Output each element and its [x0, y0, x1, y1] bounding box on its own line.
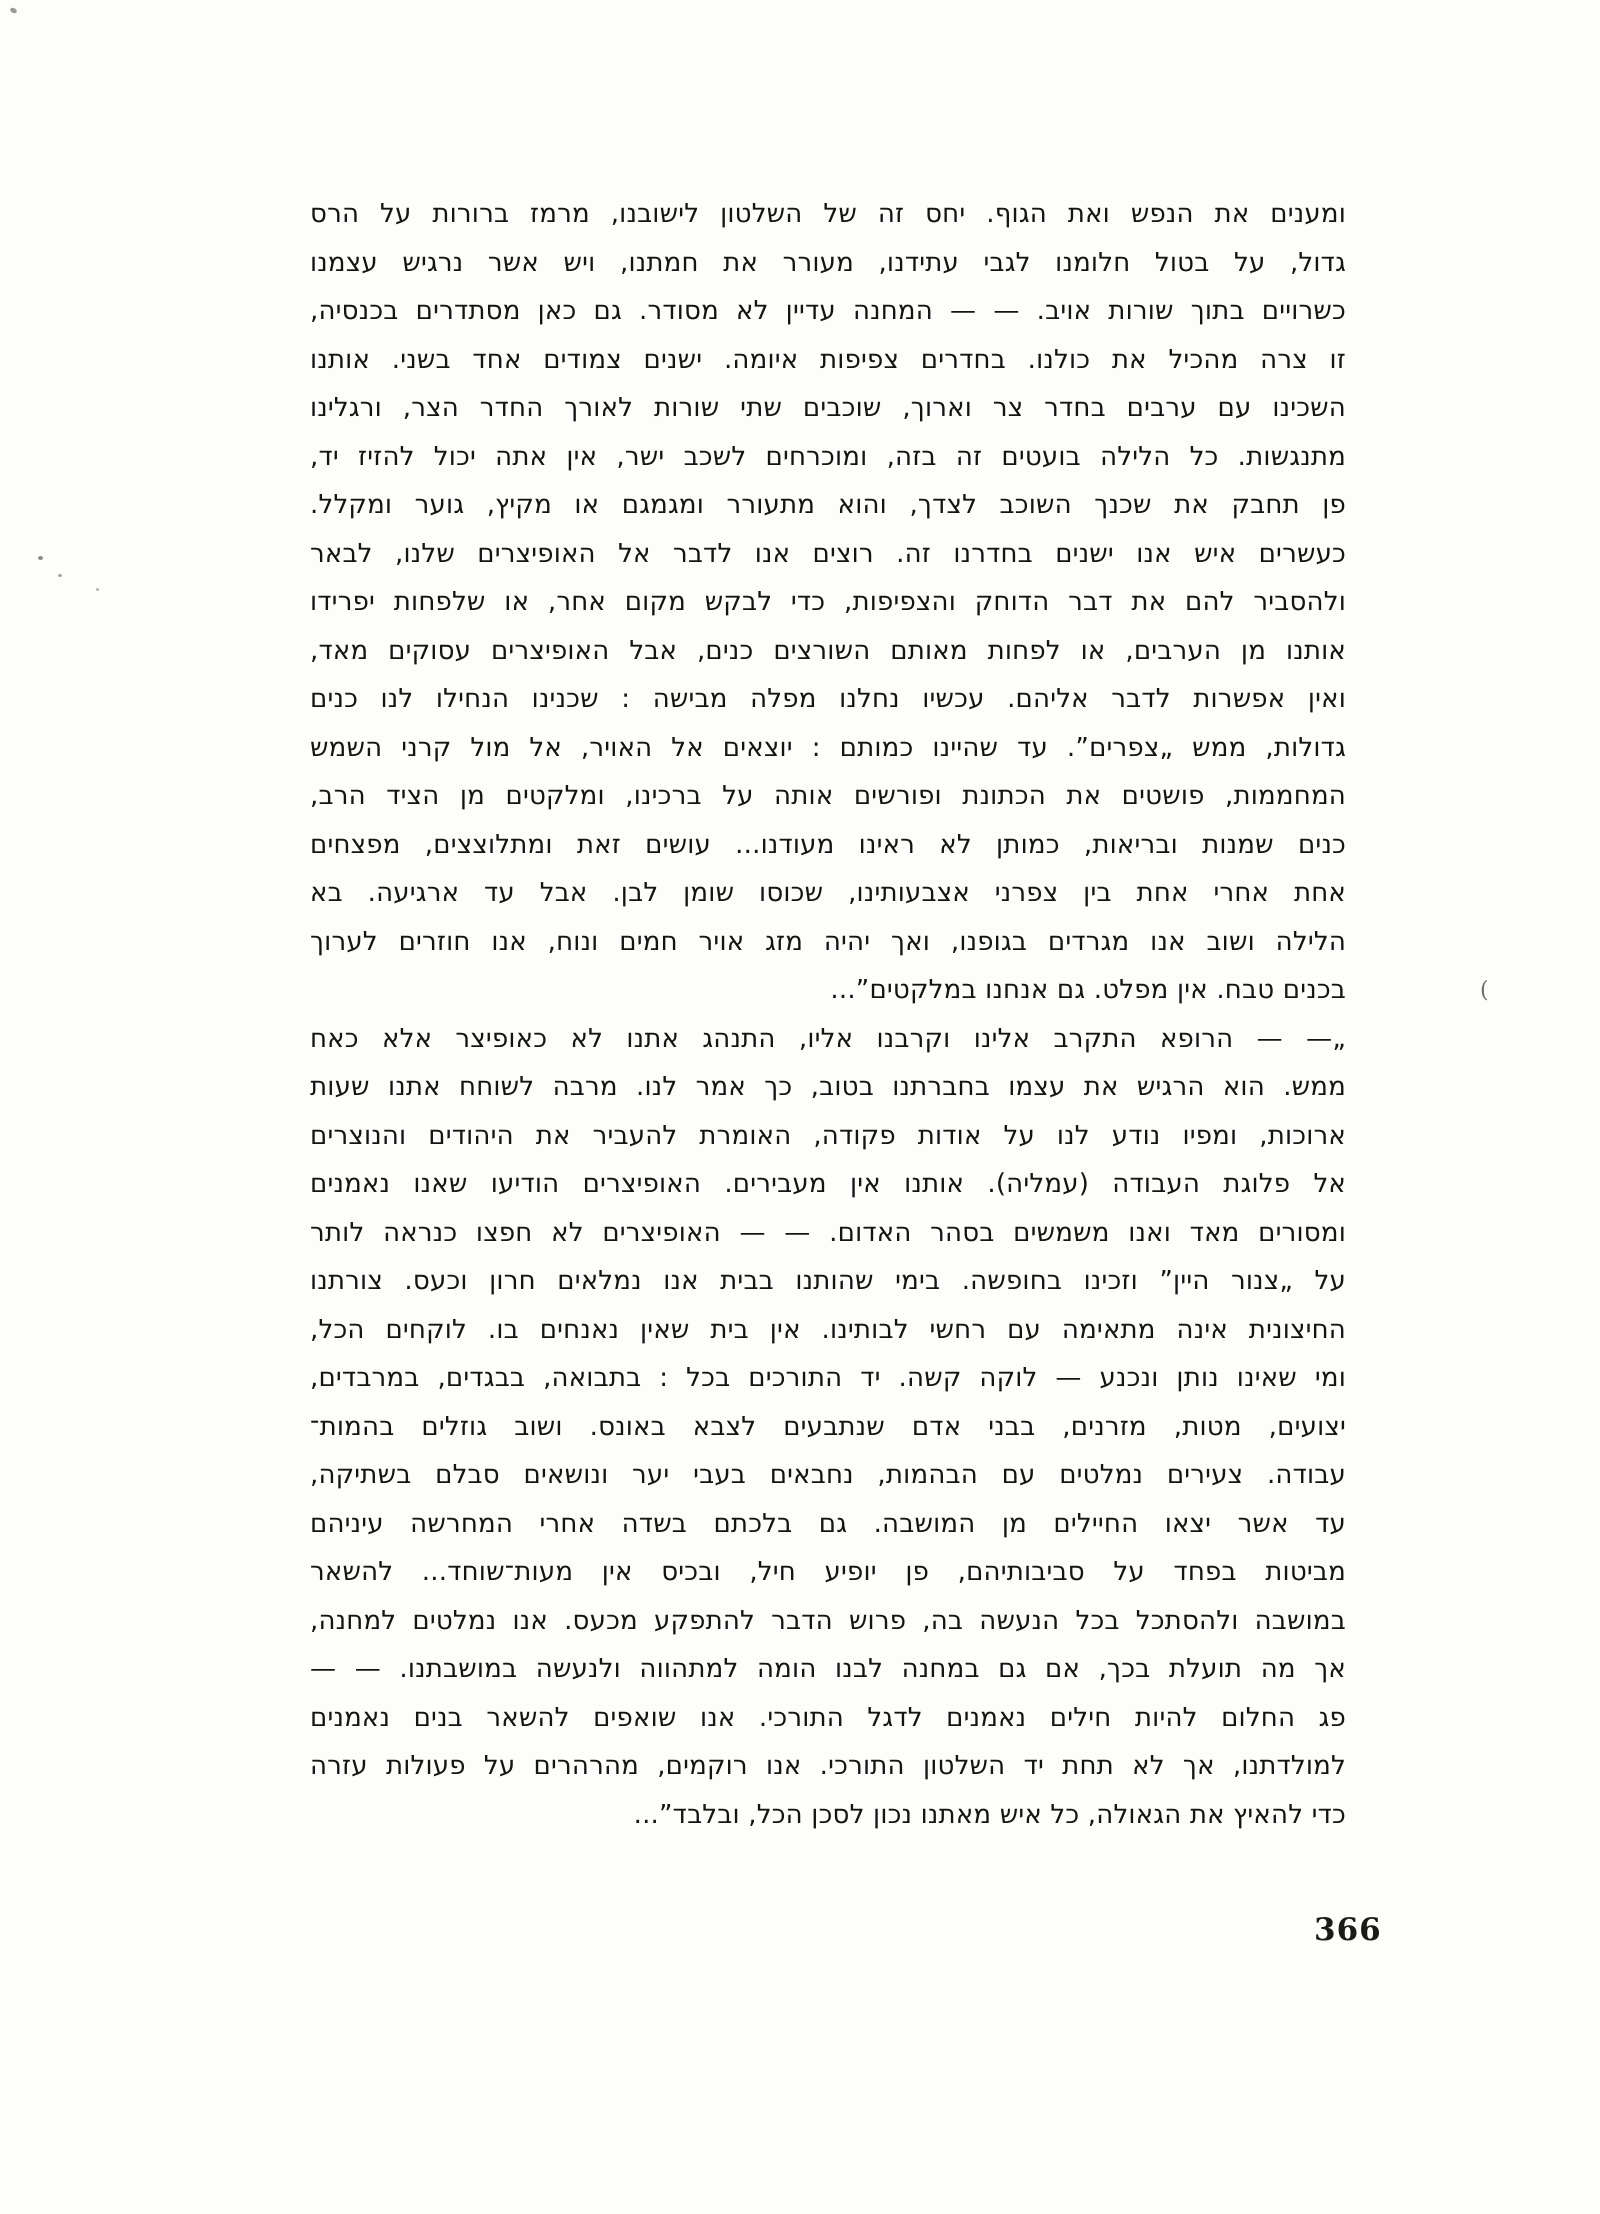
- text-line: זו צרה מהכיל את כולנו. בחדרים צפיפות איומה. ישנים צמודים אחד בשני. אותנו: [310, 344, 1346, 375]
- body-text: [310, 190, 1346, 1839]
- text-line: „— — הרופא התקרב אלינו וקרבנו אליו, התנהג אתנו לא כאופיצר אלא כאח: [310, 1023, 1346, 1054]
- text-line: אחת אחרי אחת בין צפרני אצבעותינו, שכוסו שומן לבן. אבל עד ארגיעה. בא: [310, 878, 1346, 908]
- page-number: 366: [1314, 1912, 1382, 1948]
- text-line: פג החלום להיות חילים נאמנים לדגל התורכי. אנו שואפים להשאר בנים נאמנים: [310, 1702, 1346, 1733]
- text-line: למולדתנו, אך לא תחת יד השלטון התורכי. אנו רוקמים, מהרהרים על פעולות עזרה: [310, 1751, 1346, 1781]
- text-line: כנים שמנות ובריאות, כמותן לא ראינו מעודנו... עושים זאת ומתלוצצים, מפצחים: [310, 829, 1346, 860]
- text-line: ולהסביר להם את דבר הדוחק והצפיפות, כדי לבקש מקום אחר, או שלפחות יפרידו: [310, 587, 1346, 617]
- text-line: מביטות בפחד על סביבותיהם, פן יופיע חיל, ובכיס אין מעות־שוחד... להשאר: [310, 1557, 1346, 1587]
- text-line: ארוכות, ומפיו נודע לנו על אודות פקודה, האומרת להעביר את היהודים והנוצרים: [310, 1120, 1346, 1151]
- text-line: מתנגשות. כל הלילה בועטים זה בזה, ומוכרחים לשכב ישר, אין אתה יכול להזיז יד,: [310, 441, 1346, 472]
- text-line: במושבה ולהסתכל בכל הנעשה בה, פרוש הדבר להתפקע מכעס. אנו נמלטים למחנה,: [310, 1605, 1346, 1636]
- text-line: כדי להאיץ את הגאולה, כל איש מאתנו נכון לסכן הכל, ובלבד”...: [633, 1799, 1346, 1830]
- text-line: השכינו עם ערבים בחדר צר וארוך, שוכבים שתי שורות לאורך החדר הצר, ורגלינו: [310, 393, 1346, 423]
- scan-speck: [58, 574, 62, 577]
- text-line: אותנו מן הערבים, או לפחות מאותם השורצים כנים, אבל האופיצרים עסוקים מאד,: [310, 635, 1346, 666]
- text-line: בכנים טבח. אין מפלט. גם אנחנו במלקטים”...: [830, 975, 1346, 1005]
- text-line: אל פלוגת העבודה (עמליה). אותנו אין מעבירים. האופיצרים הודיעו שאנו נאמנים: [310, 1169, 1346, 1199]
- text-line: החיצונית אינה מתאימה עם רחשי לבותינו. אין בית שאין נאנחים בו. לוקחים הכל,: [310, 1314, 1346, 1345]
- scan-speck: [96, 588, 99, 591]
- text-line: עבודה. צעירים נמלטים עם הבהמות, נחבאים בעבי יער ונושאים סבלם בשתיקה,: [310, 1460, 1346, 1490]
- text-line: עד אשר יצאו החיילים מן המושבה. גם בלכתם בשדה אחרי המחרשה עיניהם: [310, 1508, 1346, 1539]
- text-line: אך מה תועלת בכך, אם גם במחנה לבנו הומה למתהווה ולנעשה במושבתנו. — —: [310, 1654, 1346, 1684]
- text-line: כעשרים איש אנו ישנים בחדרנו זה. רוצים אנו לדבר אל האופיצרים שלנו, לבאר: [310, 538, 1346, 569]
- scan-paren-mark: (: [1480, 978, 1489, 1003]
- scan-speck: [9, 7, 17, 14]
- text-line: גדול, על בטול חלומנו לגבי עתידנו, מעורר את חמתנו, ויש אשר נרגיש עצמנו: [310, 247, 1346, 278]
- text-line: כשרויים בתוך שורות אויב. — — המחנה עדיין לא מסודר. גם כאן מסתדרים בכנסיה,: [310, 296, 1346, 326]
- scan-speck: [38, 556, 43, 560]
- text-line: ואין אפשרות לדבר אליהם. עכשיו נחלנו מפלה מבישה : שכנינו הנחילו לנו כנים: [310, 684, 1346, 714]
- text-line: המחממות, פושטים את הכתונת ופורשים אותה על ברכינו, ומלקטים מן הציד הרב,: [310, 781, 1346, 811]
- text-line: גדולות, ממש „צפרים”. עד שהיינו כמותם : יוצאים אל האויר, אל מול קרני השמש: [310, 732, 1346, 763]
- text-line: על „צנור היין” וזכינו בחופשה. בימי שהותנו בבית אנו נמלאים חרון וכעס. צורתנו: [310, 1266, 1346, 1296]
- text-line: ממש. הוא הרגיש את עצמו בחברתנו בטוב, כך אמר לנו. מרבה לשוחח אתנו שעות: [310, 1072, 1346, 1102]
- text-line: הלילה ושוב אנו מגרדים בגופנו, ואך יהיה מזג אויר חמים ונוח, אנו חוזרים לערוך: [310, 926, 1346, 957]
- text-line: ומי שאינו נותן ונכנע — לוקה קשה. יד התורכים בכל : בתבואה, בבגדים, במרבדים,: [310, 1363, 1346, 1393]
- text-line: פן תחבק את שכנך השוכב לצדך, והוא מתעורר ומגמגם או מקיץ, גוער ומקלל.: [310, 490, 1346, 520]
- text-line: ומענים את הנפש ואת הגוף. יחס זה של השלטון לישובנו, מרמז ברורות על הרס: [310, 199, 1346, 229]
- text-line: ומסורים מאד ואנו משמשים בסהר האדום. — — האופיצרים לא חפצו כנראה לותר: [310, 1217, 1346, 1248]
- text-line: יצועים, מטות, מזרנים, בבני אדם שנתבעים לצבא באונס. ושוב גוזלים בהמות־: [310, 1411, 1346, 1442]
